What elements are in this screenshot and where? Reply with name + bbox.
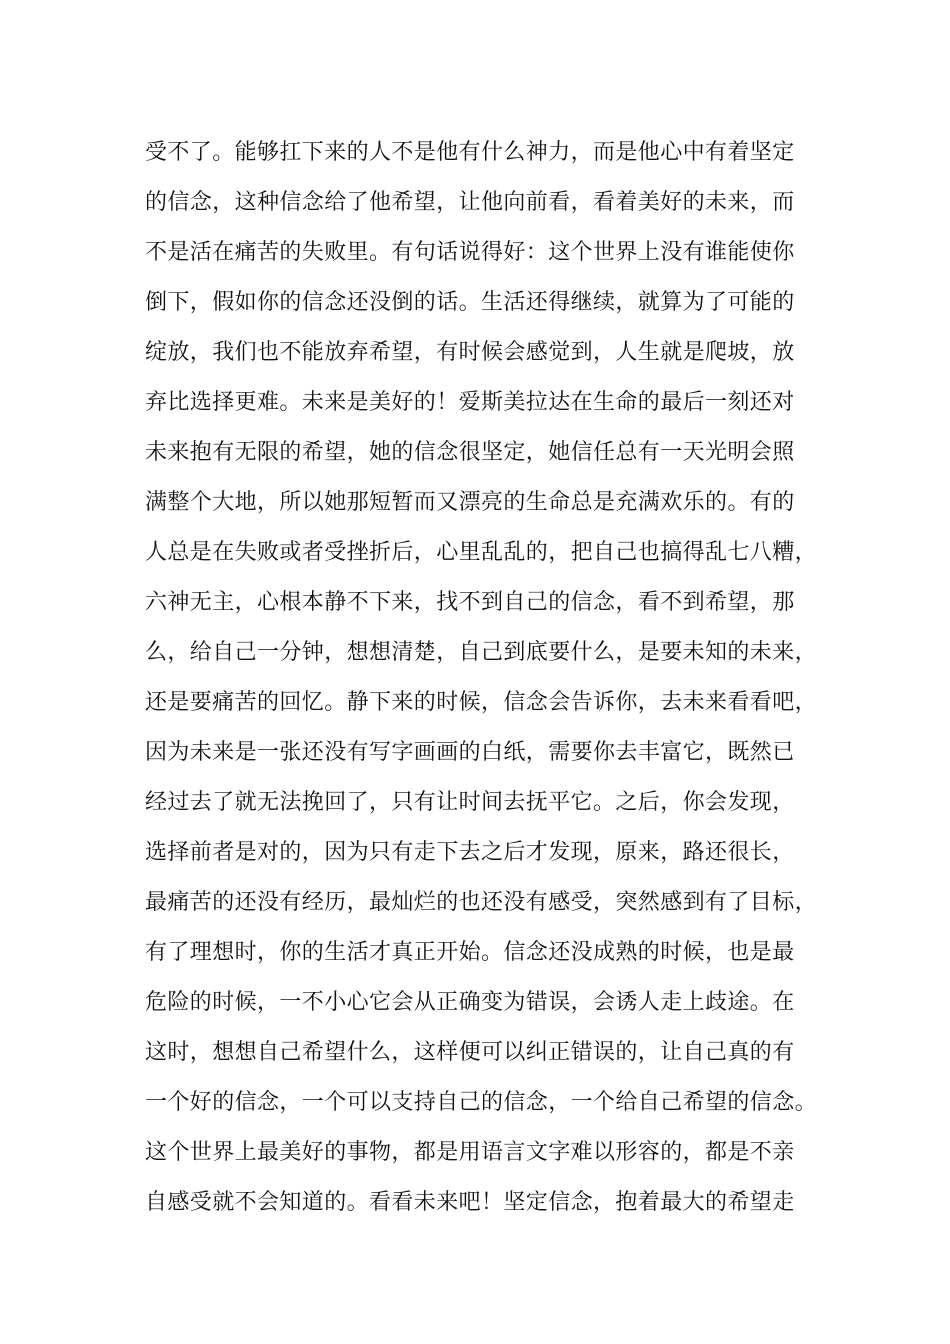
text-line: 自感受就不会知道的。看看未来吧！坚定信念，抱着最大的希望走 [145, 1190, 795, 1215]
text-line: 因为未来是一张还没有写字画画的白纸，需要你去丰富它，既然已 [145, 740, 795, 765]
body-text [145, 128, 845, 1228]
text-line: 这时，想想自己希望什么，这样便可以纠正错误的，让自己真的有 [145, 1040, 795, 1065]
text-line: 人总是在失败或者受挫折后，心里乱乱的，把自己也搞得乱七八糟， [145, 540, 818, 565]
text-line: 弃比选择更难。未来是美好的！爱斯美拉达在生命的最后一刻还对 [145, 390, 795, 415]
text-line: 经过去了就无法挽回了，只有让时间去抚平它。之后，你会发现， [145, 790, 795, 815]
text-line: 选择前者是对的，因为只有走下去之后才发现，原来，路还很长， [145, 840, 795, 865]
text-line: 受不了。能够扛下来的人不是他有什么神力，而是他心中有着坚定 [145, 140, 795, 165]
text-line: 最痛苦的还没有经历，最灿烂的也还没有感受，突然感到有了目标， [145, 890, 818, 915]
text-line: 这个世界上最美好的事物，都是用语言文字难以形容的，都是不亲 [145, 1140, 795, 1165]
text-line: 有了理想时，你的生活才真正开始。信念还没成熟的时候，也是最 [145, 940, 795, 965]
text-line: 危险的时候，一不小心它会从正确变为错误，会诱人走上歧途。在 [145, 990, 795, 1015]
text-line: 的信念，这种信念给了他希望，让他向前看，看着美好的未来，而 [145, 190, 795, 215]
text-line: 不是活在痛苦的失败里。有句话说得好：这个世界上没有谁能使你 [145, 240, 795, 265]
text-line: 满整个大地，所以她那短暂而又漂亮的生命总是充满欢乐的。有的 [145, 490, 795, 515]
text-line: 还是要痛苦的回忆。静下来的时候，信念会告诉你，去未来看看吧， [145, 690, 818, 715]
text-line: 倒下，假如你的信念还没倒的话。生活还得继续，就算为了可能的 [145, 290, 795, 315]
text-line: 未来抱有无限的希望，她的信念很坚定，她信任总有一天光明会照 [145, 440, 795, 465]
text-line: 么，给自己一分钟，想想清楚，自己到底要什么，是要未知的未来， [145, 640, 818, 665]
text-line: 六神无主，心根本静不下来，找不到自己的信念，看不到希望，那 [145, 590, 795, 615]
text-line: 一个好的信念，一个可以支持自己的信念，一个给自己希望的信念。 [145, 1090, 818, 1115]
text-line: 绽放，我们也不能放弃希望，有时候会感觉到，人生就是爬坡，放 [145, 340, 795, 365]
